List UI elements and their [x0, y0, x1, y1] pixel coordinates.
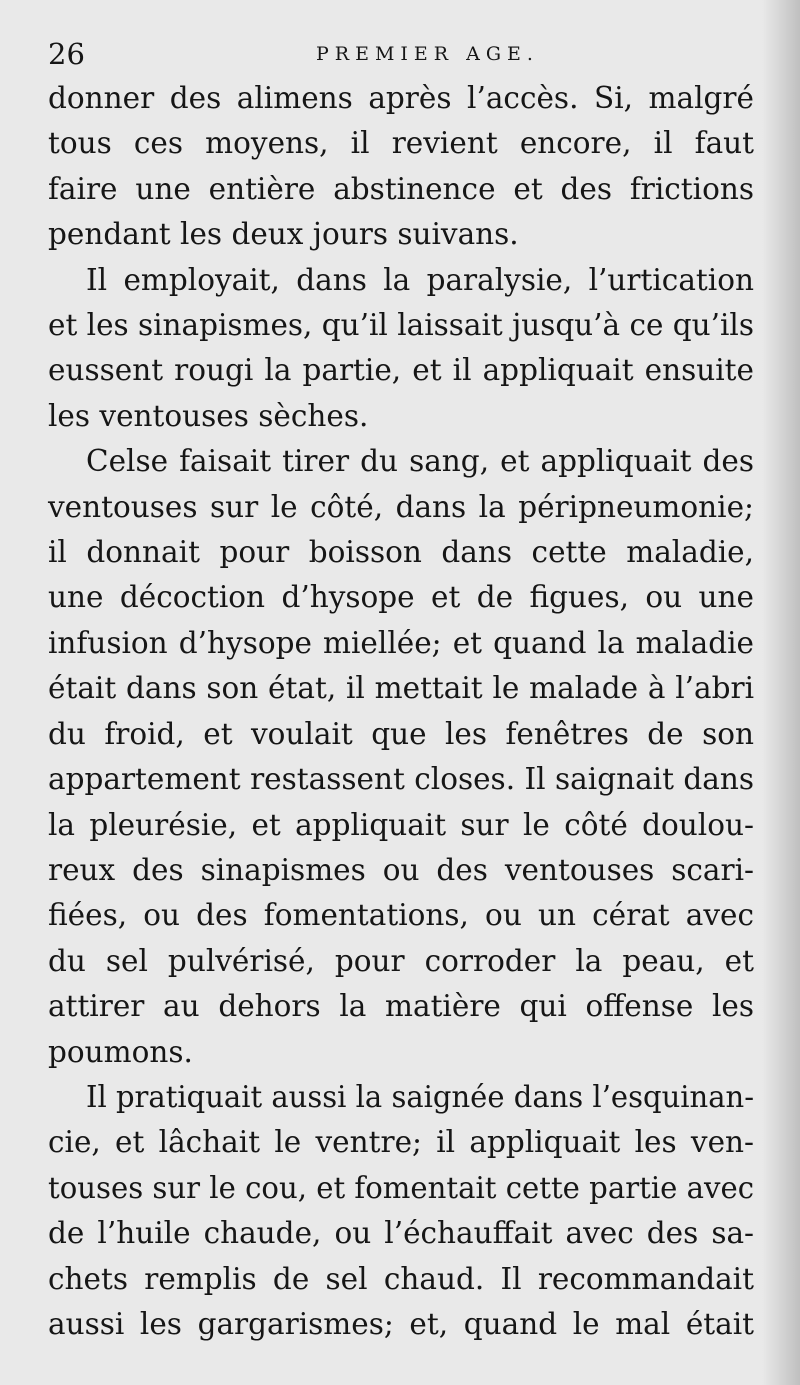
text-line: donner des alimens après l’accès. Si, malgré [48, 81, 754, 115]
text-line: la pleurésie, et appliquait sur le côté doulou- [48, 807, 754, 842]
text-line: pendant les deux jours suivans. [48, 217, 519, 252]
text-line: il donnait pour boisson dans cette maladie, [48, 535, 754, 570]
text-line: aussi les gargarismes; et, quand le mal était [48, 1306, 755, 1341]
text-line: de l’huile chaude, ou l’échauffait avec des sa- [48, 1216, 755, 1251]
text-line: du froid, et voulait que les fenêtres de son [48, 716, 754, 751]
text-line: appartement restassent closes. Il saignait dans [48, 762, 755, 797]
text-line: les ventouses sèches. [48, 398, 369, 433]
page-header [48, 34, 754, 74]
text-line: ventouses sur le côté, dans la péripneumonie; [48, 489, 754, 524]
text-line: tous ces moyens, il revient encore, il faut [48, 126, 755, 161]
text-line: touses sur le cou, et fomentait cette partie avec [48, 1170, 755, 1205]
paragraph-first-line: Il pratiquait aussi la saignée dans l’esquinan- [86, 1079, 755, 1114]
text-line: était dans son état, il mettait le malade à l’abri [48, 671, 755, 706]
text-line: et les sinapismes, qu’il laissait jusqu’à ce qu’ils [48, 308, 754, 343]
text-line: infusion d’hysope miellée; et quand la maladie [48, 625, 755, 660]
page-edge-shadow [762, 0, 800, 1385]
body-text [48, 76, 754, 1347]
text-line: du sel pulvérisé, pour corroder la peau, et [48, 943, 754, 978]
paragraph-first-line: Celse faisait tirer du sang, et appliquait des [86, 444, 755, 479]
text-line: chets remplis de sel chaud. Il recommandait [48, 1261, 754, 1296]
running-head: PREMIER AGE. [316, 43, 539, 65]
paragraph-first-line: Il employait, dans la paralysie, l’urtication [86, 262, 754, 297]
text-line: cie, et lâchait le ventre; il appliquait les ven- [48, 1125, 755, 1160]
text-line: reux des sinapismes ou des ventouses scari- [48, 852, 755, 887]
text-line: une décoction d’hysope et de figues, ou une [48, 580, 755, 615]
text-line: faire une entière abstinence et des frictions [48, 171, 754, 206]
text-line: attirer au dehors la matière qui offense les [48, 989, 755, 1024]
page-number: 26 [48, 37, 85, 71]
text-line: poumons. [48, 1034, 193, 1069]
text-line: eussent rougi la partie, et il appliquait ensuite [48, 353, 754, 388]
text-line: fiées, ou des fomentations, ou un cérat avec [48, 898, 755, 933]
